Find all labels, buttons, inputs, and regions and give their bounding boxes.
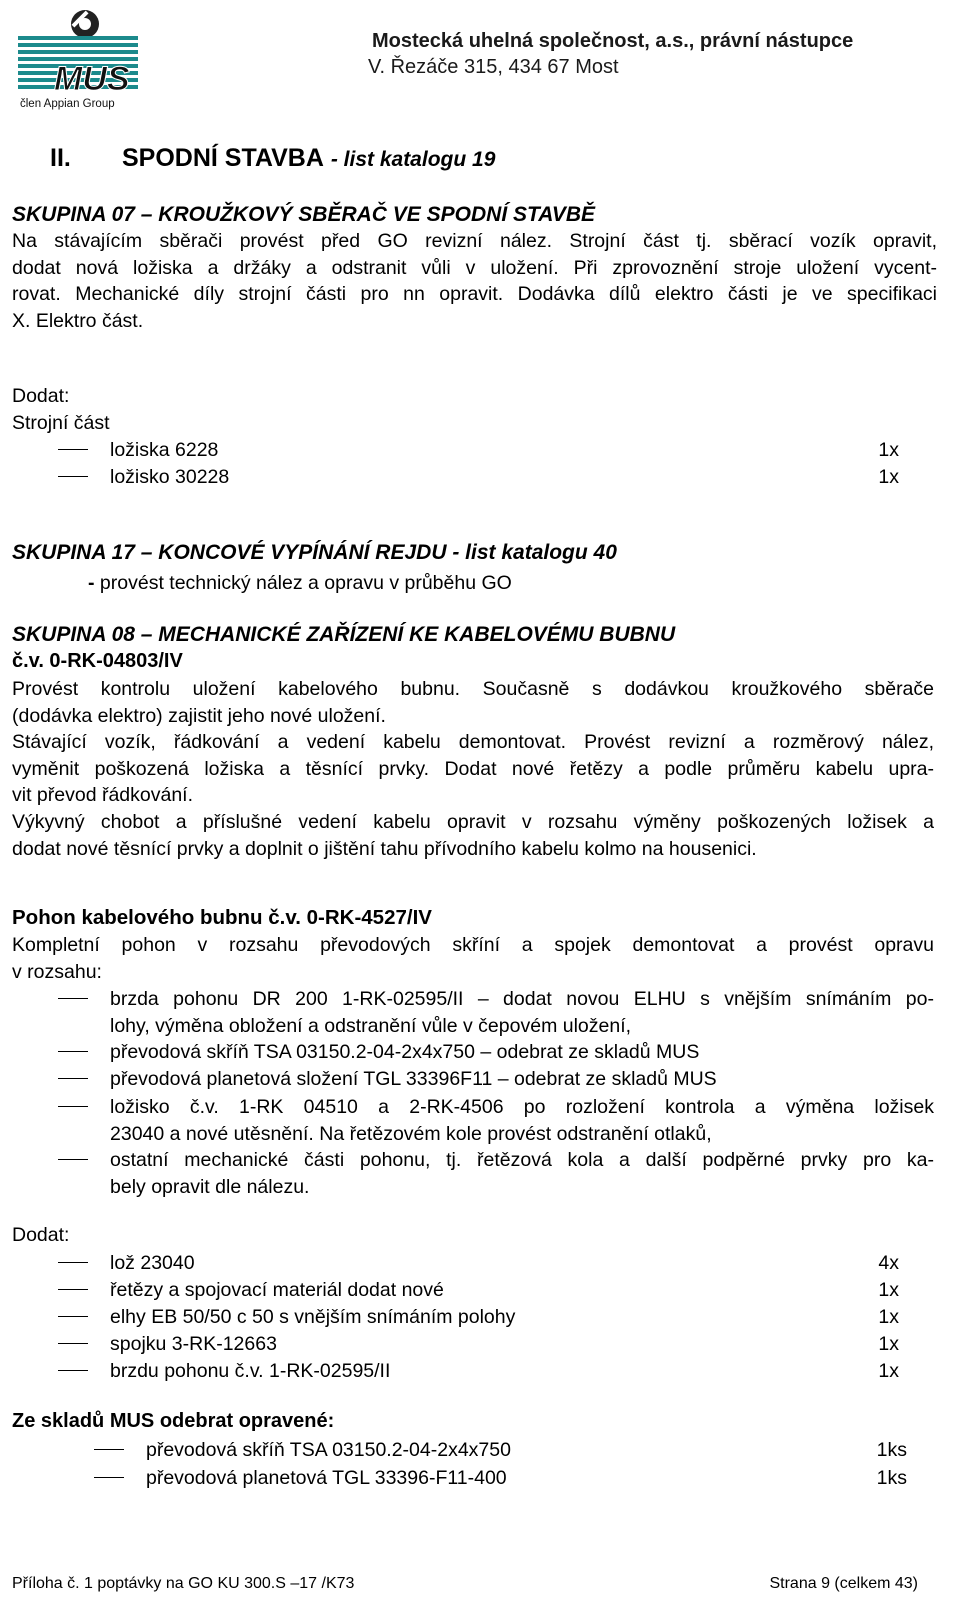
logo-caption: člen Appian Group [20,98,115,110]
list-dash [94,1477,124,1478]
text-line: dodat nové těsnící prvky a doplnit o jištění tahu přívodního kabelu kolmo na housenici. [12,837,757,860]
list-dash [58,1262,88,1263]
list-dash [58,1316,88,1317]
list-item: lož 23040 [110,1252,195,1274]
list-dash [58,449,88,450]
list-item-qty: 1x [878,1333,899,1355]
list-item-qty: 1x [878,439,899,461]
text-line: Provést kontrolu uložení kabelového bubnu. Současně s dodávkou kroužkového sběrače [12,678,934,700]
list-item [110,986,934,1039]
warehouse-label: Ze skladů MUS odebrat opravené: [12,1410,335,1432]
list-item-qty: 1x [878,1360,899,1382]
text-line: vit převod řádkování. [12,784,194,807]
group-17-heading-suffix: - list katalogu 40 [452,541,617,564]
section-title-text: SPODNÍ STAVBA [122,144,324,172]
list-item-line: bely opravit dle nálezu. [110,1175,310,1198]
supply-label: Dodat: [12,385,70,407]
list-item-line: ostatní mechanické části pohonu, tj. řetězová kola a další podpěrné prvky pro ka- [110,1149,934,1171]
text-line: X. Elektro část. [12,309,144,332]
list-item: převodová planetová TGL 33396-F11-400 [146,1467,507,1489]
list-item-qty: 1ks [876,1439,907,1461]
drive-heading: Pohon kabelového bubnu č.v. 0-RK-4527/IV [12,906,432,929]
list-item-qty: 1ks [876,1467,907,1489]
company-address: V. Řezáče 315, 434 67 Most [368,56,619,78]
footer-left: Příloha č. 1 poptávky na GO KU 300.S –17 /K73 [12,1575,355,1592]
text-line: rovat. Mechanické díly strojní části pro nn opravit. Dodávka dílů elektro části je ve specifikaci [12,283,937,306]
list-item: převodová planetová složení TGL 33396F11 – odebrat ze skladů MUS [110,1068,717,1090]
section-subtitle: - list katalogu 19 [330,148,496,171]
group-17-note [88,570,512,597]
group-08-code: č.v. 0-RK-04803/IV [12,650,183,672]
list-item: spojku 3-RK-12663 [110,1333,277,1355]
group-07-heading: SKUPINA 07 – KROUŽKOVÝ SBĚRAČ VE SPODNÍ STAVBĚ [12,203,596,226]
note-dash: - [88,572,95,594]
company-name: Mostecká uhelná společnost, a.s., právní nástupce [372,30,854,52]
list-dash [58,1289,88,1290]
list-item-line: 23040 a nové utěsnění. Na řetězovém kole provést odstranění otlaků, [110,1122,712,1145]
list-item-qty: 1x [878,1306,899,1328]
company-logo [14,6,142,110]
list-item: brzdu pohonu č.v. 1-RK-02595/II [110,1360,391,1382]
list-dash [58,1051,88,1052]
list-item: převodová skříň TSA 03150.2-04-2x4x750 – odebrat ze skladů MUS [110,1041,700,1063]
text-line: Kompletní pohon v rozsahu převodových skříní a spojek demontovat a provést opravu [12,934,934,956]
logo-text: MUS [54,60,130,98]
list-item [110,1094,934,1147]
group-17-heading-text: SKUPINA 17 – KONCOVÉ VYPÍNÁNÍ REJDU [12,541,447,564]
text-line: (dodávka elektro) zajistit jeho nové uložení. [12,704,386,727]
list-item-line: lohy, výměna obložení a odstranění vůle v čepovém uložení, [110,1014,632,1037]
supply-sublabel: Strojní část [12,412,110,434]
text-line: dodat nová ložiska a držáky a odstranit vůli v uložení. Při zprovoznění stroje uložení vycent- [12,256,937,279]
list-item-line: brzda pohonu DR 200 1-RK-02595/II – dodat novou ELHU s vnějším snímáním po- [110,988,934,1010]
group-07-text [12,228,937,334]
list-item: řetězy a spojovací materiál dodat nové [110,1279,444,1301]
list-item [110,1147,934,1200]
page-number: Strana 9 (celkem 43) [769,1575,918,1592]
drive-intro [12,932,934,985]
text-line: Výkyvný chobot a příslušné vedení kabelu opravit v rozsahu výměny poškozených ložisek a [12,810,934,833]
supply-label: Dodat: [12,1224,70,1246]
list-dash [58,1159,88,1160]
group-08-heading: SKUPINA 08 – MECHANICKÉ ZAŘÍZENÍ KE KABELOVÉMU BUBNU [12,623,676,646]
list-dash [94,1449,124,1450]
list-item: ložiska 6228 [110,439,219,461]
list-item-qty: 1x [878,1279,899,1301]
text-line: Na stávajícím sběrači provést před GO revizní nález. Strojní část tj. sběrací vozík opravit, [12,230,937,252]
section-title [122,144,495,173]
text-line: Stávající vozík, řádkování a vedení kabelu demontovat. Provést revizní a rozměrový nález, [12,731,934,754]
list-item-qty: 1x [878,466,899,488]
section-number: II. [50,144,71,172]
group-08-text [12,676,934,862]
list-item: ložisko 30228 [110,466,230,488]
list-dash [58,476,88,477]
list-dash [58,998,88,999]
list-item: elhy EB 50/50 c 50 s vnějším snímáním polohy [110,1306,516,1328]
list-item: převodová skříň TSA 03150.2-04-2x4x750 [146,1439,511,1461]
list-item-line: ložisko č.v. 1-RK 04510 a 2-RK-4506 po rozložení kontrola a výměna ložisek [110,1096,934,1118]
list-dash [58,1370,88,1371]
text-line: v rozsahu: [12,960,102,983]
list-item-qty: 4x [878,1252,899,1274]
text-line: vyměnit poškozená ložiska a těsnící prvky. Dodat nové řetězy a podle průměru kabelu upra- [12,757,934,780]
group-17-heading [12,541,617,565]
note-text: provést technický nález a opravu v průběhu GO [99,572,512,594]
list-dash [58,1078,88,1079]
list-dash [58,1343,88,1344]
list-dash [58,1106,88,1107]
